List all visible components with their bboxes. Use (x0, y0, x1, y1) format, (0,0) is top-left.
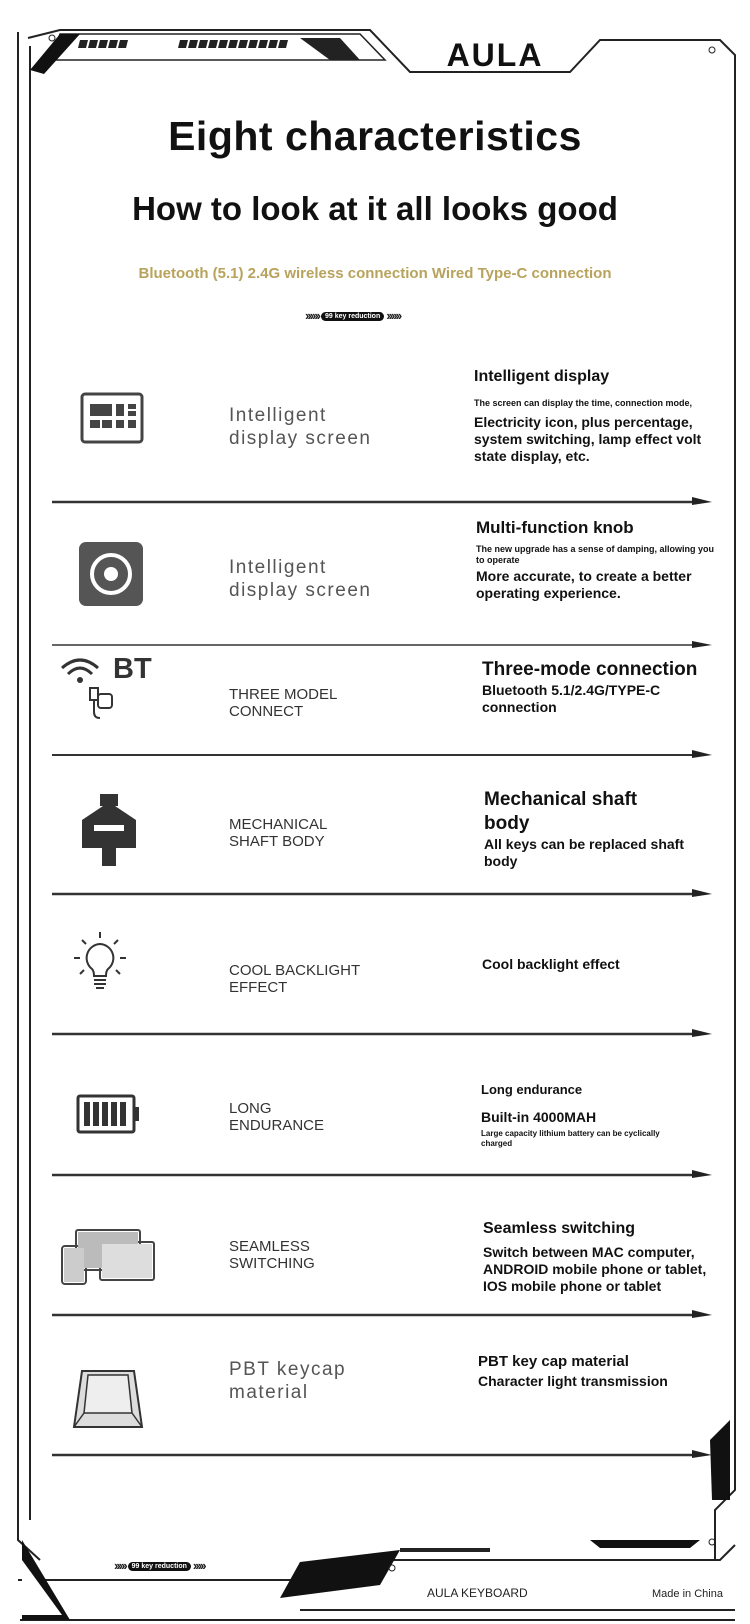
keycap-icon (72, 1367, 144, 1431)
page-title: Eight characteristics (168, 113, 582, 159)
display-screen-icon (80, 392, 144, 444)
wifi-bluetooth-icon (58, 650, 158, 738)
feature-label: THREE MODEL CONNECT (229, 686, 338, 720)
page-subtitle: How to look at it all looks good (132, 190, 618, 227)
row-divider (52, 750, 712, 760)
feature-label: Intelligent display screen (229, 405, 372, 449)
feature-note: Large capacity lithium battery can be cyclically charged (481, 1129, 660, 1148)
battery-icon (76, 1094, 142, 1136)
svg-text:AULA: AULA (446, 37, 544, 73)
row-divider (52, 1029, 712, 1039)
feature-label: Intelligent display screen (229, 557, 372, 601)
feature-heading: Cool backlight effect (482, 956, 620, 972)
feature-label: PBT keycap material (229, 1359, 347, 1403)
feature-heading: Multi-function knob (476, 518, 634, 537)
row-divider (52, 640, 712, 650)
feature-body: More accurate, to create a better operating experience. (476, 568, 692, 601)
badge-label: 99 key reduction (321, 312, 384, 321)
chevrons-left-icon: ››››› (114, 1558, 126, 1573)
feature-heading: PBT key cap material (478, 1353, 629, 1370)
chevrons-right-icon: ›››››› (386, 308, 401, 323)
lightbulb-icon (72, 930, 128, 1004)
row-divider (52, 889, 712, 899)
footer-key-reduction-badge (114, 1558, 205, 1573)
bt-text: BT (113, 653, 152, 685)
footer-product: AULA KEYBOARD (427, 1586, 528, 1600)
chevrons-left-icon: ›››››› (305, 308, 319, 323)
devices-icon (60, 1228, 156, 1286)
connection-line: Bluetooth (5.1) 2.4G wireless connection Wired Type-C connection (138, 265, 612, 282)
feature-heading: Three-mode connection (482, 659, 698, 680)
feature-body: All keys can be replaced shaft body (484, 836, 684, 869)
feature-label: LONG ENDURANCE (229, 1100, 325, 1134)
feature-note: The new upgrade has a sense of damping, allowing you to operate (476, 544, 715, 565)
feature-note: The screen can display the time, connection mode, (474, 398, 693, 408)
feature-body: Electricity icon, plus percentage, system switching, lamp effect volt state display, etc. (474, 414, 702, 464)
row-divider (52, 1310, 712, 1320)
feature-label: MECHANICAL SHAFT BODY (229, 816, 328, 850)
row-divider (52, 1170, 712, 1180)
row-divider (52, 1450, 712, 1460)
feature-body: Character light transmission (478, 1373, 668, 1389)
feature-body: Built-in 4000MAH (481, 1109, 597, 1125)
feature-body: Bluetooth 5.1/2.4G/TYPE-C connection (482, 682, 661, 715)
feature-heading: Intelligent display (474, 368, 610, 385)
feature-label: COOL BACKLIGHT EFFECT (229, 962, 361, 996)
aula-logo (420, 32, 570, 76)
feature-label: SEAMLESS SWITCHING (229, 1238, 315, 1272)
badge-label: 99 key reduction (128, 1562, 191, 1571)
feature-heading: Seamless switching (483, 1220, 636, 1237)
footer-origin: Made in China (652, 1588, 723, 1600)
key-reduction-badge (305, 308, 400, 323)
feature-body: Switch between MAC computer, ANDROID mobile phone or tablet, IOS mobile phone or tablet (483, 1244, 707, 1294)
switch-icon (78, 794, 140, 868)
knob-icon (77, 540, 145, 608)
row-divider (52, 497, 712, 507)
feature-heading: Long endurance (481, 1082, 583, 1097)
chevrons-right-icon: ››››› (192, 1558, 205, 1573)
feature-heading: Mechanical shaft body (484, 789, 638, 834)
